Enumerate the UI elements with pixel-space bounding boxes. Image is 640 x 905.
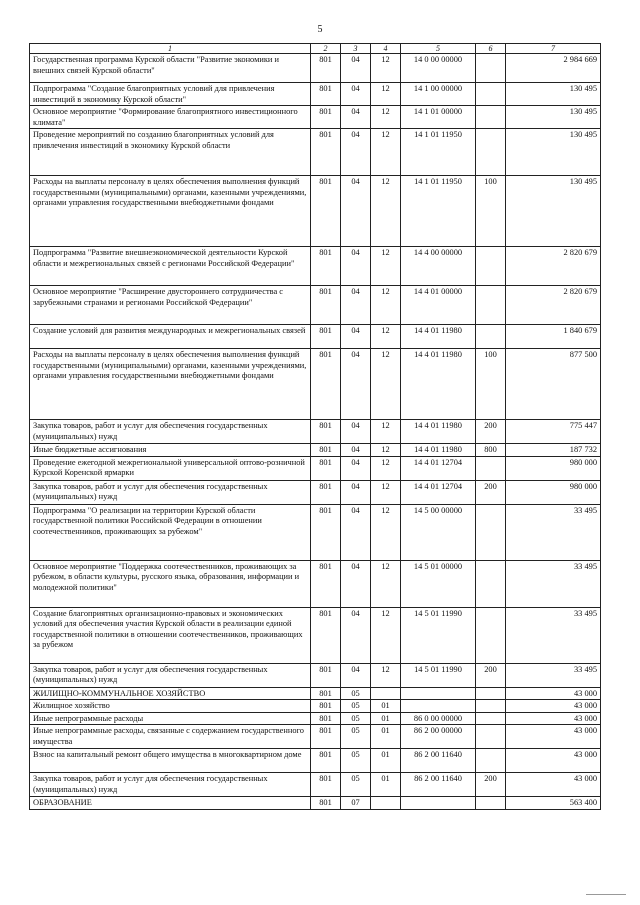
cell-expense-type xyxy=(476,286,506,325)
scan-mark xyxy=(586,894,626,895)
cell-target-article xyxy=(401,687,476,700)
cell-ministry: 801 xyxy=(311,504,341,560)
cell-ministry: 801 xyxy=(311,129,341,176)
cell-target-article: 14 4 01 11980 xyxy=(401,325,476,349)
header-col-5: 5 xyxy=(401,44,476,54)
cell-amount: 2 984 669 xyxy=(506,54,601,83)
cell-subsection: 12 xyxy=(371,106,401,129)
cell-expense-type xyxy=(476,607,506,663)
cell-name: Основное мероприятие "Поддержка соотечественников, проживающих за рубежом, в области культуры, русского языка, образования, информации и молодежной политики" xyxy=(30,560,311,607)
cell-expense-type: 200 xyxy=(476,480,506,504)
cell-target-article: 14 1 00 00000 xyxy=(401,83,476,106)
cell-amount: 130 495 xyxy=(506,106,601,129)
cell-ministry: 801 xyxy=(311,349,341,420)
table-row xyxy=(30,349,601,420)
cell-ministry: 801 xyxy=(311,749,341,773)
cell-amount: 1 840 679 xyxy=(506,325,601,349)
table-row xyxy=(30,444,601,457)
cell-section: 04 xyxy=(341,504,371,560)
cell-amount: 33 495 xyxy=(506,560,601,607)
cell-amount: 43 000 xyxy=(506,700,601,713)
cell-section: 05 xyxy=(341,749,371,773)
cell-ministry: 801 xyxy=(311,700,341,713)
table-row xyxy=(30,325,601,349)
cell-expense-type xyxy=(476,456,506,480)
cell-target-article: 86 0 00 00000 xyxy=(401,712,476,725)
cell-target-article: 14 4 01 12704 xyxy=(401,480,476,504)
cell-target-article: 14 4 01 00000 xyxy=(401,286,476,325)
cell-expense-type: 100 xyxy=(476,176,506,247)
cell-ministry: 801 xyxy=(311,712,341,725)
cell-target-article: 14 1 01 11950 xyxy=(401,176,476,247)
table-row xyxy=(30,83,601,106)
cell-ministry: 801 xyxy=(311,773,341,797)
cell-expense-type xyxy=(476,54,506,83)
cell-amount: 980 000 xyxy=(506,456,601,480)
cell-subsection: 12 xyxy=(371,607,401,663)
header-col-6: 6 xyxy=(476,44,506,54)
table-row xyxy=(30,725,601,749)
cell-subsection: 12 xyxy=(371,54,401,83)
cell-subsection: 12 xyxy=(371,349,401,420)
cell-subsection xyxy=(371,687,401,700)
cell-target-article xyxy=(401,797,476,810)
cell-expense-type: 200 xyxy=(476,773,506,797)
cell-amount: 130 495 xyxy=(506,129,601,176)
cell-name: Иные непрограммные расходы xyxy=(30,712,311,725)
cell-ministry: 801 xyxy=(311,176,341,247)
cell-section: 05 xyxy=(341,700,371,713)
cell-subsection: 12 xyxy=(371,456,401,480)
cell-section: 05 xyxy=(341,712,371,725)
cell-target-article: 14 4 01 11980 xyxy=(401,349,476,420)
cell-subsection: 01 xyxy=(371,712,401,725)
table-row xyxy=(30,54,601,83)
table-row xyxy=(30,749,601,773)
cell-target-article xyxy=(401,700,476,713)
cell-expense-type xyxy=(476,325,506,349)
cell-amount: 43 000 xyxy=(506,749,601,773)
cell-name: ЖИЛИЩНО-КОММУНАЛЬНОЕ ХОЗЯЙСТВО xyxy=(30,687,311,700)
cell-target-article: 14 1 01 00000 xyxy=(401,106,476,129)
cell-section: 04 xyxy=(341,607,371,663)
cell-section: 04 xyxy=(341,83,371,106)
cell-name: Создание благоприятных организационно-правовых и экономических условий для обеспечения участия Курской области в реализации единой государственной политики в отношении соотечественников, проживающих за рубежом xyxy=(30,607,311,663)
cell-amount: 775 447 xyxy=(506,420,601,444)
table-row xyxy=(30,607,601,663)
cell-section: 04 xyxy=(341,349,371,420)
table-row xyxy=(30,286,601,325)
table-row xyxy=(30,176,601,247)
cell-expense-type xyxy=(476,247,506,286)
cell-target-article: 14 5 01 11990 xyxy=(401,607,476,663)
cell-amount: 33 495 xyxy=(506,607,601,663)
cell-amount: 43 000 xyxy=(506,773,601,797)
cell-expense-type xyxy=(476,106,506,129)
cell-target-article: 14 5 01 11990 xyxy=(401,663,476,687)
cell-target-article: 14 0 00 00000 xyxy=(401,54,476,83)
cell-subsection: 12 xyxy=(371,663,401,687)
cell-name: Взнос на капитальный ремонт общего имущества в многоквартирном доме xyxy=(30,749,311,773)
cell-ministry: 801 xyxy=(311,607,341,663)
table-row xyxy=(30,687,601,700)
cell-amount: 877 500 xyxy=(506,349,601,420)
cell-name: Расходы на выплаты персоналу в целях обеспечения выполнения функций государственными (муниципальными) органами, казенными учреждениями, органами управления государственными внебюджетными фондами xyxy=(30,176,311,247)
page-number: 5 xyxy=(317,24,323,35)
table-row xyxy=(30,480,601,504)
cell-section: 04 xyxy=(341,663,371,687)
cell-section: 04 xyxy=(341,456,371,480)
cell-section: 05 xyxy=(341,687,371,700)
cell-name: Жилищное хозяйство xyxy=(30,700,311,713)
cell-name: Основное мероприятие "Формирование благоприятного инвестиционного климата" xyxy=(30,106,311,129)
table-row xyxy=(30,700,601,713)
cell-section: 05 xyxy=(341,725,371,749)
cell-subsection: 12 xyxy=(371,83,401,106)
cell-target-article: 14 4 01 11980 xyxy=(401,444,476,457)
cell-amount: 2 820 679 xyxy=(506,247,601,286)
cell-target-article: 86 2 00 00000 xyxy=(401,725,476,749)
table-row xyxy=(30,106,601,129)
cell-subsection: 01 xyxy=(371,773,401,797)
cell-subsection: 12 xyxy=(371,420,401,444)
header-col-7: 7 xyxy=(506,44,601,54)
cell-subsection: 12 xyxy=(371,176,401,247)
cell-amount: 563 400 xyxy=(506,797,601,810)
table-row xyxy=(30,797,601,810)
table-row xyxy=(30,560,601,607)
cell-expense-type: 200 xyxy=(476,420,506,444)
cell-ministry: 801 xyxy=(311,797,341,810)
table-row xyxy=(30,712,601,725)
cell-section: 04 xyxy=(341,444,371,457)
cell-expense-type: 800 xyxy=(476,444,506,457)
cell-amount: 33 495 xyxy=(506,663,601,687)
cell-section: 07 xyxy=(341,797,371,810)
cell-amount: 43 000 xyxy=(506,687,601,700)
cell-subsection: 01 xyxy=(371,725,401,749)
table-row xyxy=(30,773,601,797)
cell-section: 04 xyxy=(341,286,371,325)
table-body xyxy=(30,54,601,810)
cell-section: 04 xyxy=(341,247,371,286)
cell-amount: 43 000 xyxy=(506,712,601,725)
header-col-1: 1 xyxy=(30,44,311,54)
cell-ministry: 801 xyxy=(311,480,341,504)
cell-expense-type xyxy=(476,687,506,700)
cell-expense-type: 100 xyxy=(476,349,506,420)
cell-expense-type xyxy=(476,712,506,725)
cell-name: Закупка товаров, работ и услуг для обеспечения государственных (муниципальных) нужд xyxy=(30,480,311,504)
cell-subsection: 01 xyxy=(371,749,401,773)
cell-section: 04 xyxy=(341,480,371,504)
budget-table xyxy=(29,43,601,810)
header-row xyxy=(30,44,601,54)
cell-amount: 980 000 xyxy=(506,480,601,504)
cell-section: 04 xyxy=(341,106,371,129)
cell-subsection: 12 xyxy=(371,247,401,286)
cell-ministry: 801 xyxy=(311,325,341,349)
cell-name: Подпрограмма "Создание благоприятных условий для привлечения инвестиций в экономику Курской области" xyxy=(30,83,311,106)
cell-expense-type xyxy=(476,725,506,749)
header-col-3: 3 xyxy=(341,44,371,54)
cell-section: 05 xyxy=(341,773,371,797)
cell-target-article: 86 2 00 11640 xyxy=(401,749,476,773)
cell-expense-type xyxy=(476,749,506,773)
cell-name: Создание условий для развития международных и межрегиональных связей xyxy=(30,325,311,349)
cell-section: 04 xyxy=(341,54,371,83)
cell-expense-type xyxy=(476,560,506,607)
cell-ministry: 801 xyxy=(311,420,341,444)
cell-subsection: 12 xyxy=(371,504,401,560)
cell-target-article: 14 5 01 00000 xyxy=(401,560,476,607)
cell-section: 04 xyxy=(341,129,371,176)
cell-target-article: 86 2 00 11640 xyxy=(401,773,476,797)
cell-target-article: 14 5 00 00000 xyxy=(401,504,476,560)
cell-subsection: 12 xyxy=(371,286,401,325)
cell-name: ОБРАЗОВАНИЕ xyxy=(30,797,311,810)
table-row xyxy=(30,663,601,687)
cell-ministry: 801 xyxy=(311,286,341,325)
cell-name: Закупка товаров, работ и услуг для обеспечения государственных (муниципальных) нужд xyxy=(30,420,311,444)
cell-expense-type xyxy=(476,700,506,713)
cell-name: Проведение ежегодной межрегиональной универсальной оптово-розничной Курской Коренской ярмарки xyxy=(30,456,311,480)
table-row xyxy=(30,504,601,560)
cell-expense-type xyxy=(476,83,506,106)
cell-name: Иные непрограммные расходы, связанные с содержанием государственного имущества xyxy=(30,725,311,749)
cell-target-article: 14 1 01 11950 xyxy=(401,129,476,176)
table-row xyxy=(30,420,601,444)
cell-subsection: 12 xyxy=(371,560,401,607)
cell-ministry: 801 xyxy=(311,54,341,83)
cell-name: Закупка товаров, работ и услуг для обеспечения государственных (муниципальных) нужд xyxy=(30,773,311,797)
cell-name: Подпрограмма "О реализации на территории Курской области государственной политики Российской Федерации в отношении соотечественников, проживающих за рубежом" xyxy=(30,504,311,560)
cell-subsection: 12 xyxy=(371,444,401,457)
cell-ministry: 801 xyxy=(311,560,341,607)
cell-name: Иные бюджетные ассигнования xyxy=(30,444,311,457)
cell-name: Расходы на выплаты персоналу в целях обеспечения выполнения функций государственными (муниципальными) органами, казенными учреждениями, органами управления государственными внебюджетными фондами xyxy=(30,349,311,420)
cell-section: 04 xyxy=(341,325,371,349)
table-row xyxy=(30,129,601,176)
cell-ministry: 801 xyxy=(311,663,341,687)
cell-amount: 187 732 xyxy=(506,444,601,457)
cell-amount: 130 495 xyxy=(506,83,601,106)
cell-name: Проведение мероприятий по созданию благоприятных условий для привлечения инвестиций в экономику Курской области xyxy=(30,129,311,176)
cell-name: Государственная программа Курской области "Развитие экономики и внешних связей Курской области" xyxy=(30,54,311,83)
cell-ministry: 801 xyxy=(311,456,341,480)
cell-ministry: 801 xyxy=(311,725,341,749)
cell-name: Подпрограмма "Развитие внешнеэкономической деятельности Курской области и межрегиональных связей с регионами Российской Федерации" xyxy=(30,247,311,286)
table-row xyxy=(30,247,601,286)
cell-target-article: 14 4 01 11980 xyxy=(401,420,476,444)
cell-section: 04 xyxy=(341,560,371,607)
cell-subsection: 01 xyxy=(371,700,401,713)
cell-ministry: 801 xyxy=(311,83,341,106)
cell-subsection xyxy=(371,797,401,810)
cell-amount: 43 000 xyxy=(506,725,601,749)
cell-expense-type xyxy=(476,797,506,810)
cell-ministry: 801 xyxy=(311,106,341,129)
cell-subsection: 12 xyxy=(371,129,401,176)
header-col-2: 2 xyxy=(311,44,341,54)
cell-expense-type: 200 xyxy=(476,663,506,687)
cell-target-article: 14 4 00 00000 xyxy=(401,247,476,286)
cell-section: 04 xyxy=(341,420,371,444)
cell-ministry: 801 xyxy=(311,444,341,457)
cell-amount: 33 495 xyxy=(506,504,601,560)
cell-expense-type xyxy=(476,504,506,560)
cell-name: Закупка товаров, работ и услуг для обеспечения государственных (муниципальных) нужд xyxy=(30,663,311,687)
header-col-4: 4 xyxy=(371,44,401,54)
cell-section: 04 xyxy=(341,176,371,247)
table-row xyxy=(30,456,601,480)
cell-expense-type xyxy=(476,129,506,176)
cell-name: Основное мероприятие "Расширение двустороннего сотрудничества с зарубежными странами и регионами Российской Федерации" xyxy=(30,286,311,325)
cell-subsection: 12 xyxy=(371,480,401,504)
cell-ministry: 801 xyxy=(311,247,341,286)
cell-target-article: 14 4 01 12704 xyxy=(401,456,476,480)
cell-amount: 130 495 xyxy=(506,176,601,247)
cell-amount: 2 820 679 xyxy=(506,286,601,325)
cell-subsection: 12 xyxy=(371,325,401,349)
cell-ministry: 801 xyxy=(311,687,341,700)
